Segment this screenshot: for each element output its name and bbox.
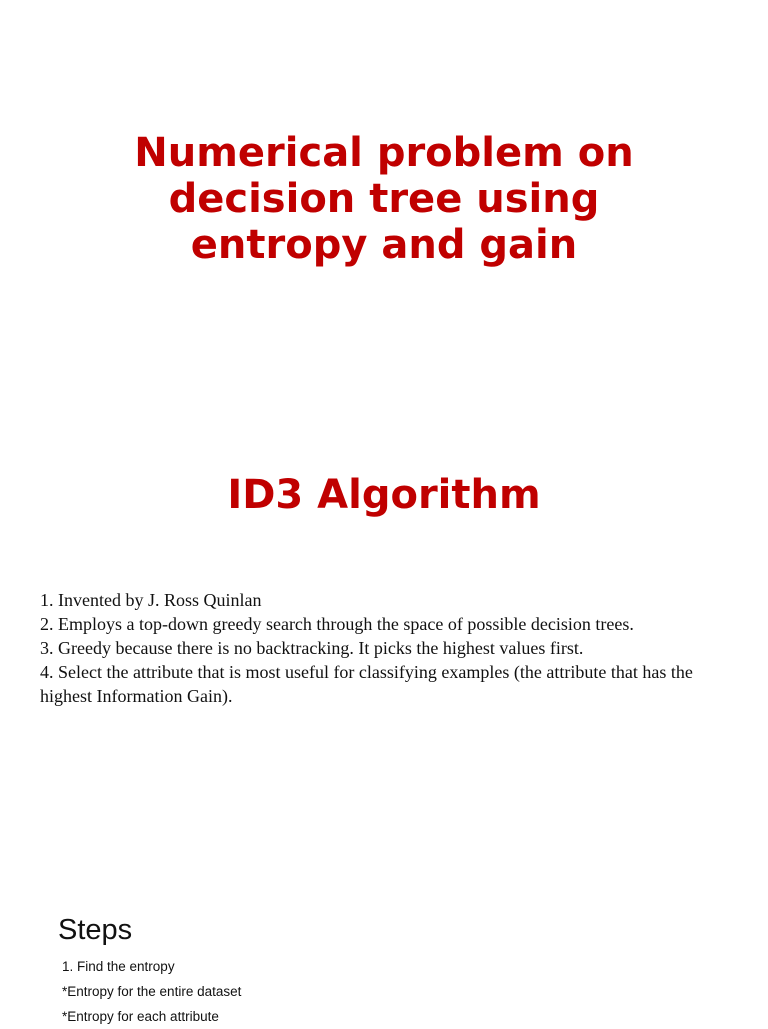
slide-title	[0, 130, 768, 268]
steps-heading: Steps	[58, 914, 133, 946]
slide-title-line-2: decision tree using	[168, 176, 600, 222]
id3-heading: ID3 Algorithm	[227, 472, 541, 518]
id3-point: 2. Employs a top-down greedy search through the space of possible decision trees.	[40, 614, 634, 634]
id3-points-list	[40, 588, 730, 708]
id3-point: 1. Invented by J. Ross Quinlan	[40, 590, 262, 610]
step-item: *Entropy for each attribute	[62, 1009, 219, 1024]
step-item: 1. Find the entropy	[62, 959, 175, 974]
id3-point: 4. Select the attribute that is most useful for classifying examples (the attribute that has the highest Information Gain).	[40, 662, 693, 706]
slide-title-line-3: entropy and gain	[190, 222, 578, 268]
step-item: *Entropy for the entire dataset	[62, 984, 242, 999]
id3-point: 3. Greedy because there is no backtracking. It picks the highest values first.	[40, 638, 584, 658]
slide-title-line-1: Numerical problem on	[134, 130, 634, 176]
steps-list	[62, 954, 241, 1029]
